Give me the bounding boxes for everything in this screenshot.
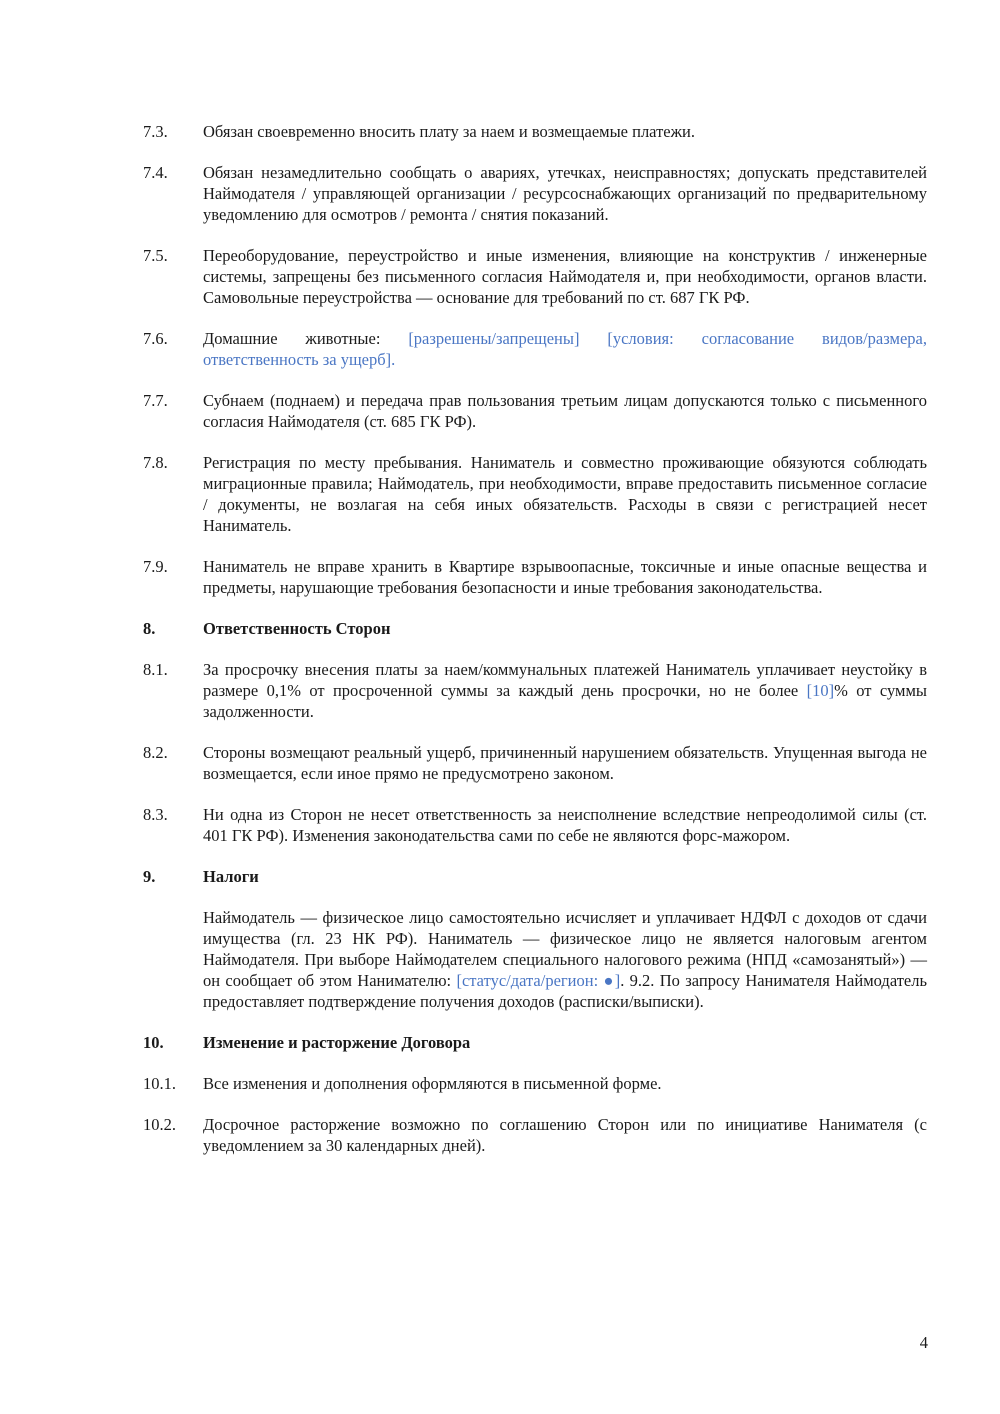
placeholder-penalty-cap: [10] (806, 681, 835, 700)
placeholder-pets-conditions: [разрешены/запрещены] [условия: согласование видов/размера, ответственность за ущерб] (203, 329, 927, 369)
placeholder-tax-status: [статус/дата/регион: ●] (456, 971, 621, 990)
clause-text (203, 659, 927, 722)
clause-8-2 (143, 742, 927, 784)
clause-8-3 (143, 804, 927, 846)
clause-7-3 (143, 121, 927, 142)
section-number: 9. (143, 867, 156, 886)
clause-text: Ни одна из Сторон не несет ответственность за неисполнение вследствие непреодолимой силы (ст. 401 ГК РФ). Изменения законодательства сами по себе не являются форс-мажором. (203, 805, 927, 845)
page-body (143, 121, 927, 1176)
clause-text: Обязан незамедлительно сообщать о авариях, утечках, неисправностях; допускать представителей Наймодателя / управляющей организации / ресурсоснабжающих организаций по предварительному уведомлению для осмотров / ремонта / снятия показаний. (203, 163, 927, 224)
clause-7-4 (143, 162, 927, 225)
clause-number: 7.7. (143, 391, 168, 410)
clause-number: 7.3. (143, 122, 168, 141)
section-title: Налоги (203, 867, 259, 886)
paragraph-text-end: . 9.2. По запросу Нанимателя Наймодатель предоставляет подтверждение получения доходов (расписки/выписки). (203, 971, 928, 1011)
clause-text (203, 328, 927, 370)
clause-number: 10.2. (143, 1115, 176, 1134)
section-9-heading (143, 866, 927, 887)
clause-number: 8.3. (143, 805, 168, 824)
clause-8-1 (143, 659, 927, 722)
section-title: Ответственность Сторон (203, 619, 391, 638)
clause-text: Переоборудование, переустройство и иные изменения, влияющие на конструктив / инженерные системы, запрещены без письменного согласия Наймодателя и, при необходимости, органов власти. Самовольные переустройства — основание для требований по ст. 687 ГК РФ. (203, 246, 927, 307)
clause-number: 10.1. (143, 1074, 176, 1093)
section-number: 8. (143, 619, 156, 638)
clause-text-start: За просрочку внесения платы за наем/коммунальных платежей Наниматель уплачивает неустойку в размере 0,1% от просроченной суммы за каждый день просрочки, но не более (203, 660, 927, 700)
clause-text-end: . (391, 350, 396, 369)
clause-text-start: Домашние животные: (203, 329, 409, 348)
clause-7-6 (143, 328, 927, 370)
clause-number: 8.2. (143, 743, 168, 762)
clause-number: 7.6. (143, 329, 168, 348)
clause-text: Субнаем (поднаем) и передача прав пользования третьим лицам допускаются только с письменного согласия Наймодателя (ст. 685 ГК РФ). (203, 391, 927, 431)
clause-7-5 (143, 245, 927, 308)
paragraph-text (203, 907, 927, 1012)
clause-text: Все изменения и дополнения оформляются в письменной форме. (203, 1074, 662, 1093)
clause-7-8 (143, 452, 927, 536)
section-10-heading (143, 1032, 927, 1053)
section-title: Изменение и расторжение Договора (203, 1033, 471, 1052)
page-number: 4 (919, 1333, 928, 1352)
clause-7-9 (143, 556, 927, 598)
paragraph-text-start: Наймодатель — физическое лицо самостоятельно исчисляет и уплачивает НДФЛ с доходов от сдачи имущества (гл. 23 НК РФ). Наниматель — физическое лицо не является налоговым агентом Наймодателя. При выборе Наймодателем специального налогового режима (НПД «самозанятый») — он сообщает об этом Нанимателю: (203, 908, 927, 990)
clause-10-2 (143, 1114, 927, 1156)
clause-text: Обязан своевременно вносить плату за наем и возмещаемые платежи. (203, 122, 695, 141)
section-9-paragraph (143, 907, 927, 1012)
clause-text: Регистрация по месту пребывания. Наниматель и совместно проживающие обязуются соблюдать миграционные правила; Наймодатель, при необходимости, вправе предоставить письменное согласие / документы, не возлагая на себя иных обязательств. Расходы в связи с регистрацией несет Наниматель. (203, 453, 927, 535)
clause-text: Досрочное расторжение возможно по соглашению Сторон или по инициативе Нанимателя (с уведомлением за 30 календарных дней). (203, 1115, 927, 1155)
section-8-heading (143, 618, 927, 639)
clause-text: Стороны возмещают реальный ущерб, причиненный нарушением обязательств. Упущенная выгода не возмещается, если иное прямо не предусмотрено законом. (203, 743, 927, 783)
clause-number: 7.9. (143, 557, 168, 576)
clause-7-7 (143, 390, 927, 432)
clause-number: 7.8. (143, 453, 168, 472)
clause-10-1 (143, 1073, 927, 1094)
clause-number: 7.5. (143, 246, 168, 265)
clause-number: 8.1. (143, 660, 168, 679)
clause-text: Наниматель не вправе хранить в Квартире взрывоопасные, токсичные и иные опасные вещества и предметы, нарушающие требования безопасности и иные требования законодательства. (203, 557, 927, 597)
clause-number: 7.4. (143, 163, 168, 182)
section-number: 10. (143, 1033, 164, 1052)
clause-text-end: % от суммы задолженности. (203, 681, 927, 721)
